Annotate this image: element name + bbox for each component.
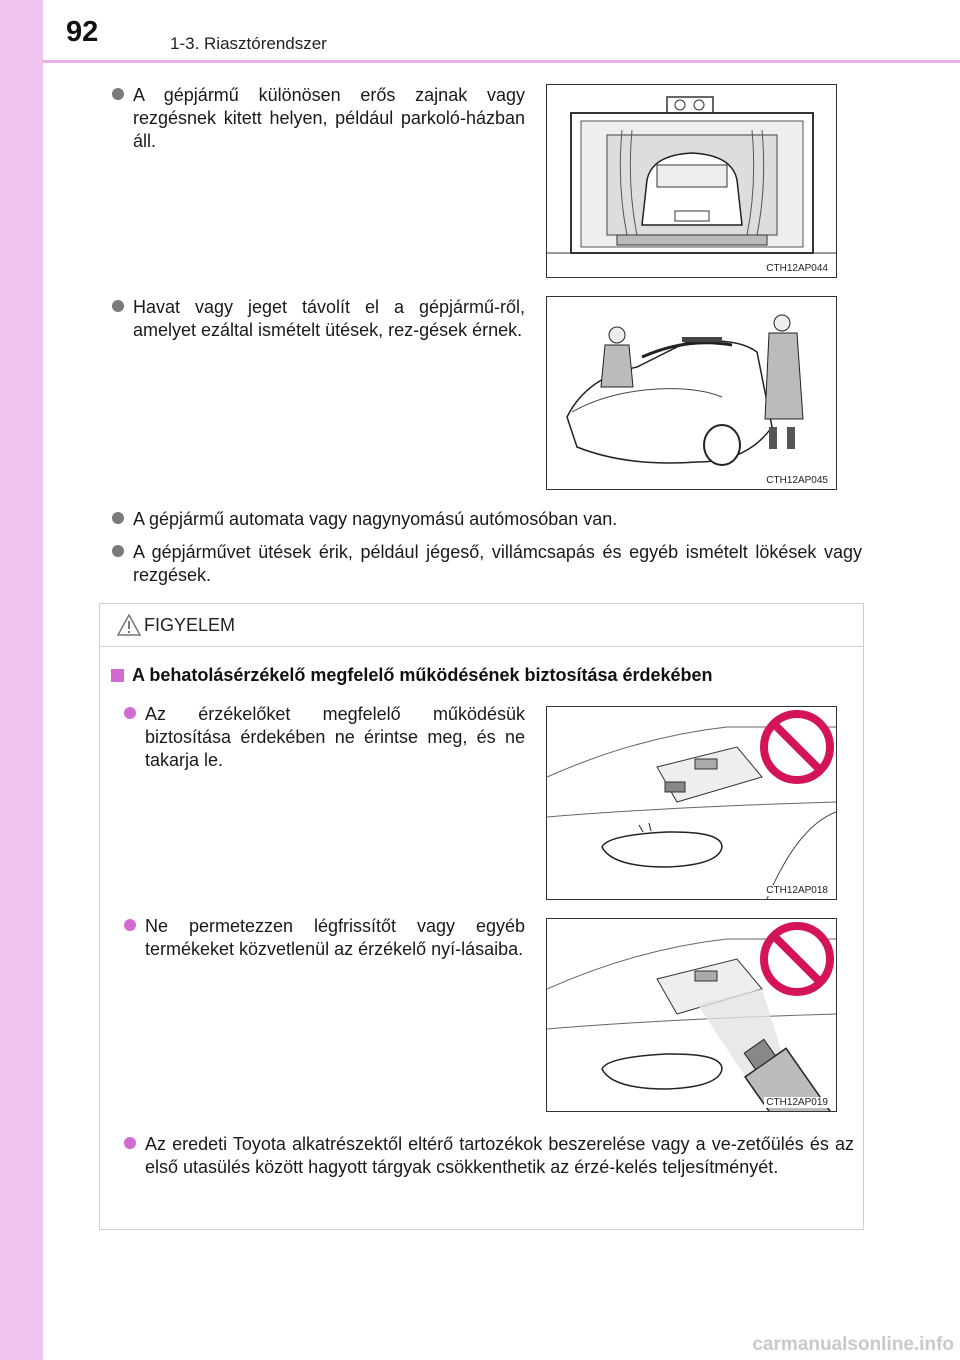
list-item-text: Az érzékelőket megfelelő működésük biztosítása érdekében ne érintse meg, és ne takarja le. [145,704,525,770]
list-item-text: Havat vagy jeget távolít el a gépjármű-ről, amelyet ezáltal ismételt ütések, rez-gések érnek. [133,297,525,340]
warning-header [100,604,863,647]
list-item [112,84,525,153]
bullet-dot [112,545,124,557]
bullet-dot [124,1137,136,1149]
section-title: 1-3. Riasztórendszer [170,34,327,53]
list-item [112,508,862,531]
bullet-dot [112,512,124,524]
bullet-dot [112,88,124,100]
list-item [112,541,862,587]
subtitle-square-icon [111,669,124,682]
figure-code: CTH12AP045 [766,475,828,486]
bullet-dot [124,919,136,931]
sensor-illustration [547,707,836,899]
page-number: 92 [66,16,99,48]
figure-snow-removal [546,296,837,490]
list-item-text: Ne permetezzen légfrissítőt vagy egyéb termékeket közvetlenül az érzékelő nyí-lásaiba. [145,916,525,959]
list-item [124,703,525,772]
bullet-dot [124,707,136,719]
page-sidebar-tab [0,0,43,1360]
warning-subtitle-text: A behatolásérzékelő megfelelő működésének biztosítása érdekében [132,665,713,685]
list-item [124,1133,854,1179]
figure-sensor-no-spray [546,918,837,1112]
warning-triangle-icon [116,613,142,637]
spray-illustration [547,919,836,1111]
figure-code: CTH12AP019 [766,1097,828,1108]
list-item-text: A gépjármű automata vagy nagynyomású autómosóban van. [133,509,618,529]
list-item-text: A gépjárművet ütések érik, például jégeső, villámcsapás és egyéb ismételt lökések vagy rezgések. [133,542,862,585]
list-item-text: A gépjármű különösen erős zajnak vagy rezgésnek kitett helyen, például parkoló-házban áll. [133,85,525,151]
warning-subtitle [111,665,713,686]
figure-code: CTH12AP018 [766,885,828,896]
figure-sensor-do-not-touch [546,706,837,900]
figure-code: CTH12AP044 [766,263,828,274]
header-rule [43,60,960,63]
list-item-text: Az eredeti Toyota alkatrészektől eltérő tartozékok beszerelése vagy a ve-zetőülés és az első utasülés között hagyott tárgyak csökkenthetik az érzé-kelés teljesítményét. [145,1134,854,1177]
list-item [112,296,525,342]
list-item [124,915,525,961]
figure-car-wash [546,84,837,278]
warning-label: FIGYELEM [144,615,236,635]
car-wash-illustration [547,85,836,277]
bullet-dot [112,300,124,312]
snow-removal-illustration [547,297,836,489]
watermark-link[interactable]: carmanualsonline.info [752,1334,954,1355]
